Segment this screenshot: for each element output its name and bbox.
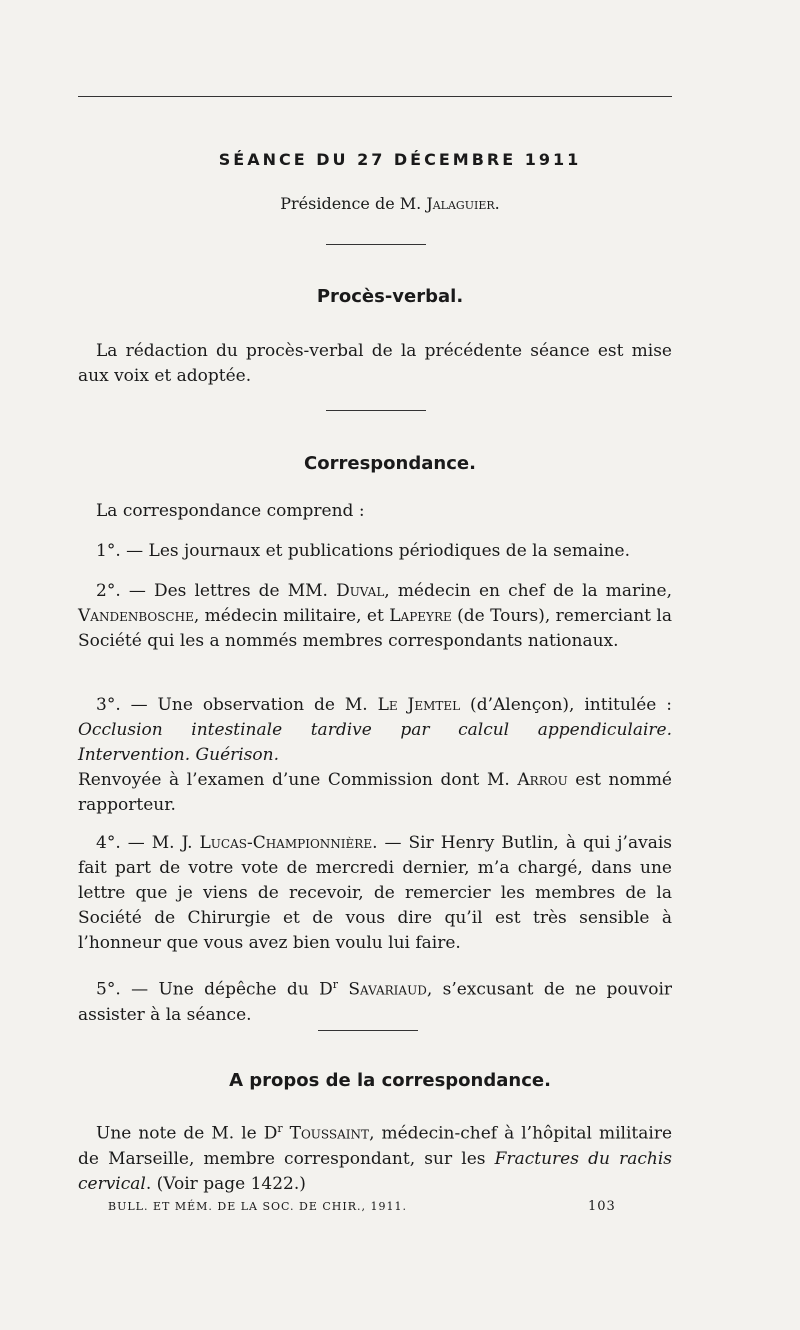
a-propos-text-c: . (Voir page 1422.) xyxy=(145,1173,306,1194)
presidence-line xyxy=(0,194,780,213)
item-2-name-lapeyre: Lapeyre xyxy=(389,606,452,626)
item-5-name-savariaud: Savariaud xyxy=(348,979,427,1000)
item-3-name-arrou: Arrou xyxy=(517,770,568,790)
correspondance-intro xyxy=(78,499,672,524)
presidence-name: Jalaguier xyxy=(426,194,495,213)
footer-journal: BULL. ET MÉM. DE LA SOC. DE CHIR., 1911. xyxy=(108,1200,407,1213)
proces-verbal-title: Procès-verbal. xyxy=(316,286,464,307)
section-divider xyxy=(326,244,426,245)
correspondance-item-4 xyxy=(78,831,672,956)
item-2-text-d: (de Tours), remerciant la Société qui les a nommés membres correspondants nationaux. xyxy=(78,606,672,651)
correspondance-item-2 xyxy=(78,579,672,654)
proces-verbal-text xyxy=(78,339,672,389)
item-3-text-c: Renvoyée à l’examen d’une Commission dont M. xyxy=(78,770,518,790)
item-3-text-a: 3°. — Une observation de M. xyxy=(96,695,378,715)
presidence-prefix: Présidence de M. xyxy=(280,194,427,213)
item-3-observation-title: Occlusion intestinale tardive par calcul appendiculaire. Intervention. Guérison. xyxy=(78,720,672,765)
correspondance-item-3 xyxy=(78,693,672,818)
a-propos-text-b: , médecin-chef à l’hôpital militaire de Marseille, membre correspondant, sur les xyxy=(78,1123,673,1169)
a-propos-title: A propos de la correspondance. xyxy=(229,1070,551,1091)
item-1-text: 1°. — Les journaux et publications périodiques de la semaine. xyxy=(96,541,631,561)
proces-verbal-paragraph: La rédaction du procès-verbal de la précédente séance est mise aux voix et adoptée. xyxy=(78,341,672,386)
correspondance-item-1 xyxy=(78,539,672,564)
item-5-text-a: 5°. — Une dépêche du D xyxy=(96,979,333,1000)
section-divider xyxy=(318,1030,418,1031)
item-4-text-b: . — Sir Henry Butlin, à qui j’avais fait part de votre vote de mercredi dernier, m’a chargé, dans une lettre que je viens de recevoir, de remercier les membres de la Société de Chirurgie et de vous dire qu’il est très sensible à l’honneur que vous avez bien voulu lui faire. xyxy=(78,833,672,953)
presidence-suffix: . xyxy=(494,194,500,213)
item-4-name-lucas-championniere: Lucas-Championnière xyxy=(199,833,373,853)
item-3-text-b: (d’Alençon), intitulée : xyxy=(460,695,673,715)
item-5-superscript: r xyxy=(332,978,339,991)
section-divider xyxy=(326,410,426,411)
top-rule xyxy=(78,96,672,97)
a-propos-text xyxy=(78,1116,672,1197)
a-propos-name-toussaint: Toussaint xyxy=(289,1123,370,1144)
a-propos-superscript: r xyxy=(277,1122,283,1135)
item-2-text-c: , médecin militaire, et xyxy=(193,606,390,626)
item-5-text-b: , s’excusant de ne pouvoir assister à la séance. xyxy=(78,979,673,1025)
seance-heading: SÉANCE DU 27 DÉCEMBRE 1911 xyxy=(218,150,582,169)
correspondance-item-5 xyxy=(78,972,672,1028)
item-2-name-duval: Duval xyxy=(336,581,385,601)
item-2-name-vandenbosche: Vandenbosche xyxy=(78,606,194,626)
correspondance-title: Correspondance. xyxy=(304,453,476,474)
page-footer xyxy=(108,1200,628,1213)
item-2-text-b: , médecin en chef de la marine, xyxy=(384,581,672,601)
item-3-name-le-jemtel: Le Jemtel xyxy=(377,695,461,715)
page-number: 103 xyxy=(588,1199,616,1214)
item-2-text-a: 2°. — Des lettres de MM. xyxy=(96,581,337,601)
a-propos-text-a: Une note de M. le D xyxy=(96,1123,278,1144)
item-3-text-d: est nommé rapporteur. xyxy=(78,770,672,815)
item-4-text-a: 4°. — M. J. xyxy=(96,833,200,853)
a-propos-italic-title: Fractures du rachis cervical xyxy=(78,1148,672,1194)
correspondance-intro-text: La correspondance comprend : xyxy=(96,501,365,521)
